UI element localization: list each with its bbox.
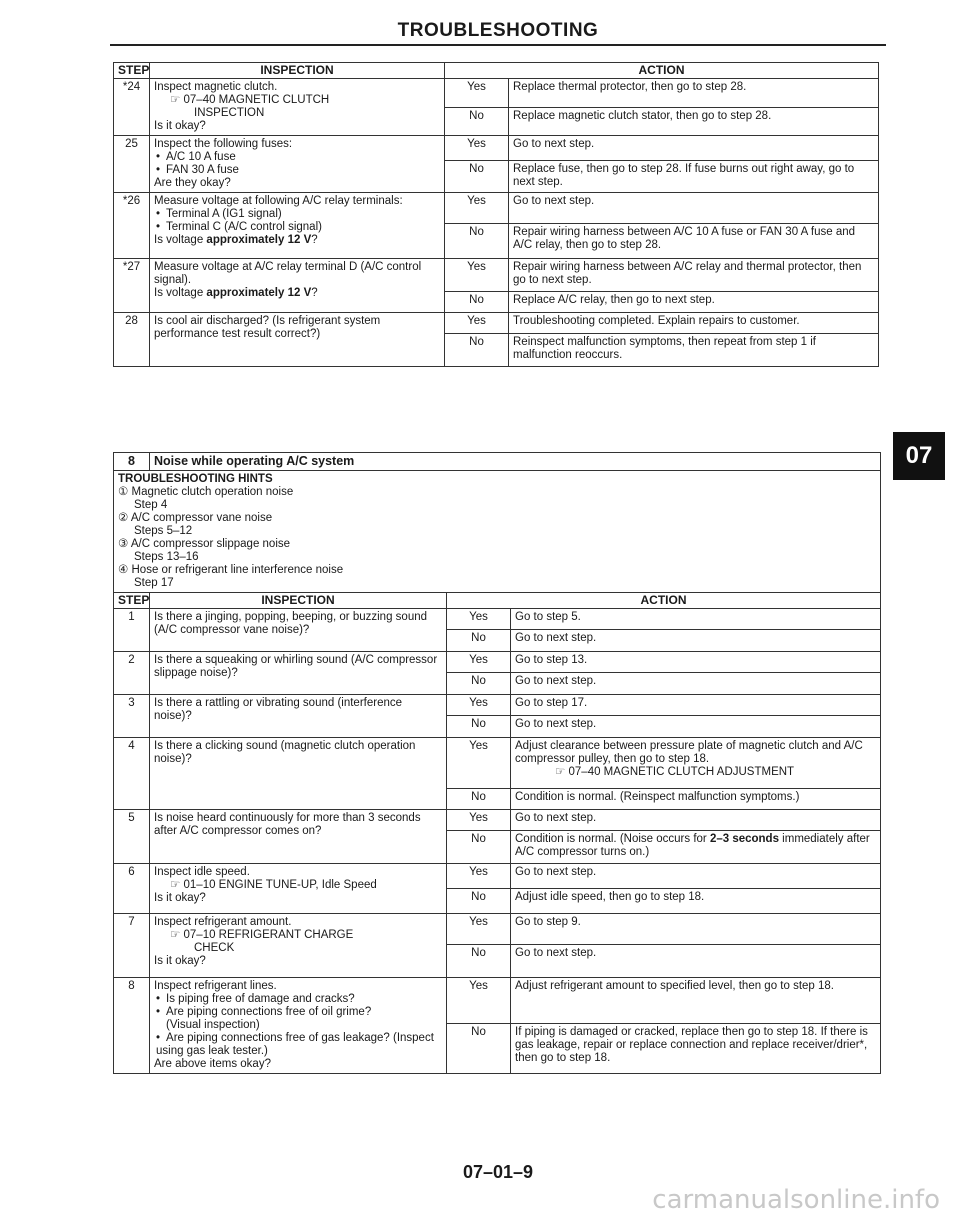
action-header: ACTION — [445, 63, 879, 79]
hint-steps: Step 4 — [134, 499, 168, 511]
spec-value: approximately 12 V — [206, 234, 312, 246]
no-label: No — [447, 831, 511, 864]
no-label: No — [445, 107, 509, 136]
inspection-text: Measure voltage at following A/C relay terminals: — [154, 195, 403, 207]
step-number: *27 — [114, 259, 150, 313]
yes-action: Go to step 13. — [511, 652, 881, 673]
table-header-row — [114, 63, 879, 79]
step-number: 5 — [114, 810, 150, 864]
no-label: No — [447, 945, 511, 978]
table-row — [114, 914, 881, 945]
no-label: No — [445, 292, 509, 313]
step-header: STEP — [114, 63, 150, 79]
no-action: Reinspect malfunction symptoms, then repeat from step 1 if malfunction reoccurs. — [509, 334, 879, 367]
no-action: Go to next step. — [511, 945, 881, 978]
no-label: No — [447, 889, 511, 914]
no-action: Go to next step. — [511, 673, 881, 695]
yes-label: Yes — [447, 810, 511, 831]
yes-label: Yes — [445, 136, 509, 161]
table-row — [114, 259, 879, 292]
inspection-cell: Is noise heard continuously for more than 3 seconds after A/C compressor comes on? — [150, 810, 447, 864]
section-tab: 07 — [893, 432, 945, 480]
table-row — [114, 609, 881, 630]
spec-value: approximately 12 V — [206, 287, 312, 299]
table-row — [114, 313, 879, 334]
yes-label: Yes — [447, 738, 511, 789]
page-header — [110, 20, 886, 42]
yes-action: Go to step 17. — [511, 695, 881, 716]
yes-label: Yes — [445, 259, 509, 292]
no-action — [511, 831, 881, 864]
question-text: Is voltage — [154, 287, 207, 299]
inspection-cell — [150, 136, 445, 193]
hints-row — [114, 471, 881, 593]
no-label: No — [447, 789, 511, 810]
no-label: No — [445, 224, 509, 259]
inspection-header: INSPECTION — [150, 593, 447, 609]
page-title: TROUBLESHOOTING — [397, 20, 599, 41]
inspection-question: Are above items okay? — [154, 1058, 271, 1070]
question-text: Is voltage — [154, 234, 207, 246]
inspection-question: Is it okay? — [154, 892, 206, 904]
inspection-cell: Is there a jinging, popping, beeping, or buzzing sound (A/C compressor vane noise)? — [150, 609, 447, 652]
table-header-row — [114, 593, 881, 609]
inspection-cell: Is there a clicking sound (magnetic clutch operation noise)? — [150, 738, 447, 810]
action-header: ACTION — [447, 593, 881, 609]
section-title: Noise while operating A/C system — [150, 453, 881, 471]
hint-item: ④ Hose or refrigerant line interference noise — [118, 564, 344, 576]
table-row — [114, 193, 879, 224]
inspection-cell — [150, 914, 447, 978]
inspection-text: Inspect idle speed. — [154, 866, 250, 878]
no-action: Replace A/C relay, then go to next step. — [509, 292, 879, 313]
no-action: Go to next step. — [511, 716, 881, 738]
step-header: STEP — [114, 593, 150, 609]
yes-action: Go to next step. — [511, 810, 881, 831]
inspection-text: Inspect refrigerant lines. — [154, 980, 277, 992]
yes-label: Yes — [445, 193, 509, 224]
bullet-item: • Terminal C (A/C control signal) — [154, 221, 440, 234]
no-label: No — [445, 161, 509, 193]
inspection-cell — [150, 79, 445, 136]
reference-text: INSPECTION — [194, 107, 265, 119]
inspection-text: Inspect refrigerant amount. — [154, 916, 292, 928]
sub-item: (Visual inspection) — [166, 1019, 260, 1031]
yes-action: Adjust clearance between pressure plate of magnetic clutch and A/C compressor pulley, then go to step 18. — [515, 740, 863, 765]
reference-text: ☞ 07–40 MAGNETIC CLUTCH — [170, 94, 330, 106]
yes-label: Yes — [445, 79, 509, 108]
inspection-question: Is it okay? — [154, 120, 206, 132]
table-row — [114, 695, 881, 716]
no-action: If piping is damaged or cracked, replace then go to step 18. If there is gas leakage, repair or replace connection and replace receiver/drier*, then go to step 18. — [511, 1023, 881, 1073]
inspection-cell — [150, 259, 445, 313]
yes-action: Go to next step. — [509, 193, 879, 224]
inspection-question — [154, 287, 440, 300]
inspection-cell — [150, 193, 445, 259]
hints-title: TROUBLESHOOTING HINTS — [118, 473, 273, 485]
table-row — [114, 978, 881, 1024]
question-mark: ? — [311, 287, 318, 299]
inspection-cell: Is cool air discharged? (Is refrigerant system performance test result correct?) — [150, 313, 445, 367]
yes-action: Go to step 5. — [511, 609, 881, 630]
yes-action-cell — [511, 738, 881, 789]
no-action: Go to next step. — [511, 630, 881, 652]
no-action: Condition is normal. (Reinspect malfunction symptoms.) — [511, 789, 881, 810]
reference-text: ☞ 01–10 ENGINE TUNE-UP, Idle Speed — [170, 879, 377, 891]
table-row — [114, 864, 881, 889]
troubleshooting-table-2 — [113, 452, 881, 1074]
bullet-item: • FAN 30 A fuse — [154, 164, 440, 177]
step-number: 6 — [114, 864, 150, 914]
section-header-row — [114, 453, 881, 471]
yes-action: Adjust refrigerant amount to specified level, then go to step 18. — [511, 978, 881, 1024]
reference-text: ☞ 07–10 REFRIGERANT CHARGE — [170, 929, 354, 941]
bullet-item: • Are piping connections free of oil grime? — [154, 1006, 442, 1019]
step-number: 3 — [114, 695, 150, 738]
no-action: Replace fuse, then go to step 28. If fuse burns out right away, go to next step. — [509, 161, 879, 193]
table-row — [114, 652, 881, 673]
bullet-item: • Is piping free of damage and cracks? — [154, 993, 442, 1006]
table-row — [114, 738, 881, 789]
page-number: 07–01–9 — [462, 1162, 534, 1182]
no-action: Adjust idle speed, then go to step 18. — [511, 889, 881, 914]
step-number: *26 — [114, 193, 150, 259]
no-action-text: Condition is normal. (Noise occurs for — [515, 833, 710, 845]
no-label: No — [447, 1023, 511, 1073]
yes-label: Yes — [447, 978, 511, 1024]
no-label: No — [447, 716, 511, 738]
hint-steps: Step 17 — [134, 577, 174, 589]
yes-action: Replace thermal protector, then go to step 28. — [509, 79, 879, 108]
inspection-cell — [150, 978, 447, 1074]
no-label: No — [447, 673, 511, 695]
step-number: 4 — [114, 738, 150, 810]
inspection-question — [154, 234, 440, 247]
section-number: 8 — [114, 453, 150, 471]
yes-action: Troubleshooting completed. Explain repairs to customer. — [509, 313, 879, 334]
no-action-text: immediately after A/C compressor turns on.) — [515, 833, 870, 858]
reference-text: ☞ 07–40 MAGNETIC CLUTCH ADJUSTMENT — [555, 766, 795, 778]
bullet-item: • A/C 10 A fuse — [154, 151, 440, 164]
hint-item: ③ A/C compressor slippage noise — [118, 538, 291, 550]
inspection-text: Inspect the following fuses: — [154, 138, 293, 150]
hint-item: ① Magnetic clutch operation noise — [118, 486, 294, 498]
hint-steps: Steps 5–12 — [134, 525, 193, 537]
bullet-item: • Are piping connections free of gas leakage? (Inspect using gas leak tester.) — [154, 1032, 442, 1058]
step-number: 28 — [114, 313, 150, 367]
inspection-text: Measure voltage at A/C relay terminal D (A/C control signal). — [154, 261, 422, 286]
table-row — [114, 79, 879, 108]
yes-label: Yes — [447, 864, 511, 889]
hint-item: ② A/C compressor vane noise — [118, 512, 273, 524]
no-action: Replace magnetic clutch stator, then go to step 28. — [509, 107, 879, 136]
yes-action: Go to step 9. — [511, 914, 881, 945]
yes-action: Repair wiring harness between A/C relay and thermal protector, then go to next step. — [509, 259, 879, 292]
step-number: 1 — [114, 609, 150, 652]
no-label: No — [447, 630, 511, 652]
inspection-cell: Is there a squeaking or whirling sound (A/C compressor slippage noise)? — [150, 652, 447, 695]
inspection-cell — [150, 864, 447, 914]
no-label: No — [445, 334, 509, 367]
no-action: Repair wiring harness between A/C 10 A fuse or FAN 30 A fuse and A/C relay, then go to step 28. — [509, 224, 879, 259]
step-number: 7 — [114, 914, 150, 978]
inspection-text: Inspect magnetic clutch. — [154, 81, 278, 93]
inspection-cell: Is there a rattling or vibrating sound (interference noise)? — [150, 695, 447, 738]
table-row — [114, 136, 879, 161]
yes-label: Yes — [447, 609, 511, 630]
step-number: *24 — [114, 79, 150, 136]
troubleshooting-table-1 — [113, 62, 879, 367]
hint-steps: Steps 13–16 — [134, 551, 199, 563]
reference-text: CHECK — [194, 942, 235, 954]
no-action-duration: 2–3 seconds — [709, 833, 779, 845]
step-number: 2 — [114, 652, 150, 695]
step-number: 25 — [114, 136, 150, 193]
yes-label: Yes — [447, 914, 511, 945]
hints-cell — [114, 471, 881, 593]
table-row — [114, 810, 881, 831]
yes-label: Yes — [447, 695, 511, 716]
yes-action: Go to next step. — [509, 136, 879, 161]
step-number: 8 — [114, 978, 150, 1074]
inspection-header: INSPECTION — [150, 63, 445, 79]
yes-label: Yes — [447, 652, 511, 673]
yes-action: Go to next step. — [511, 864, 881, 889]
inspection-question: Is it okay? — [154, 955, 206, 967]
header-rule — [110, 44, 886, 46]
bullet-item: • Terminal A (IG1 signal) — [154, 208, 440, 221]
question-mark: ? — [311, 234, 318, 246]
inspection-question: Are they okay? — [154, 177, 231, 189]
watermark: carmanualsonline.info — [652, 1185, 940, 1215]
yes-label: Yes — [445, 313, 509, 334]
